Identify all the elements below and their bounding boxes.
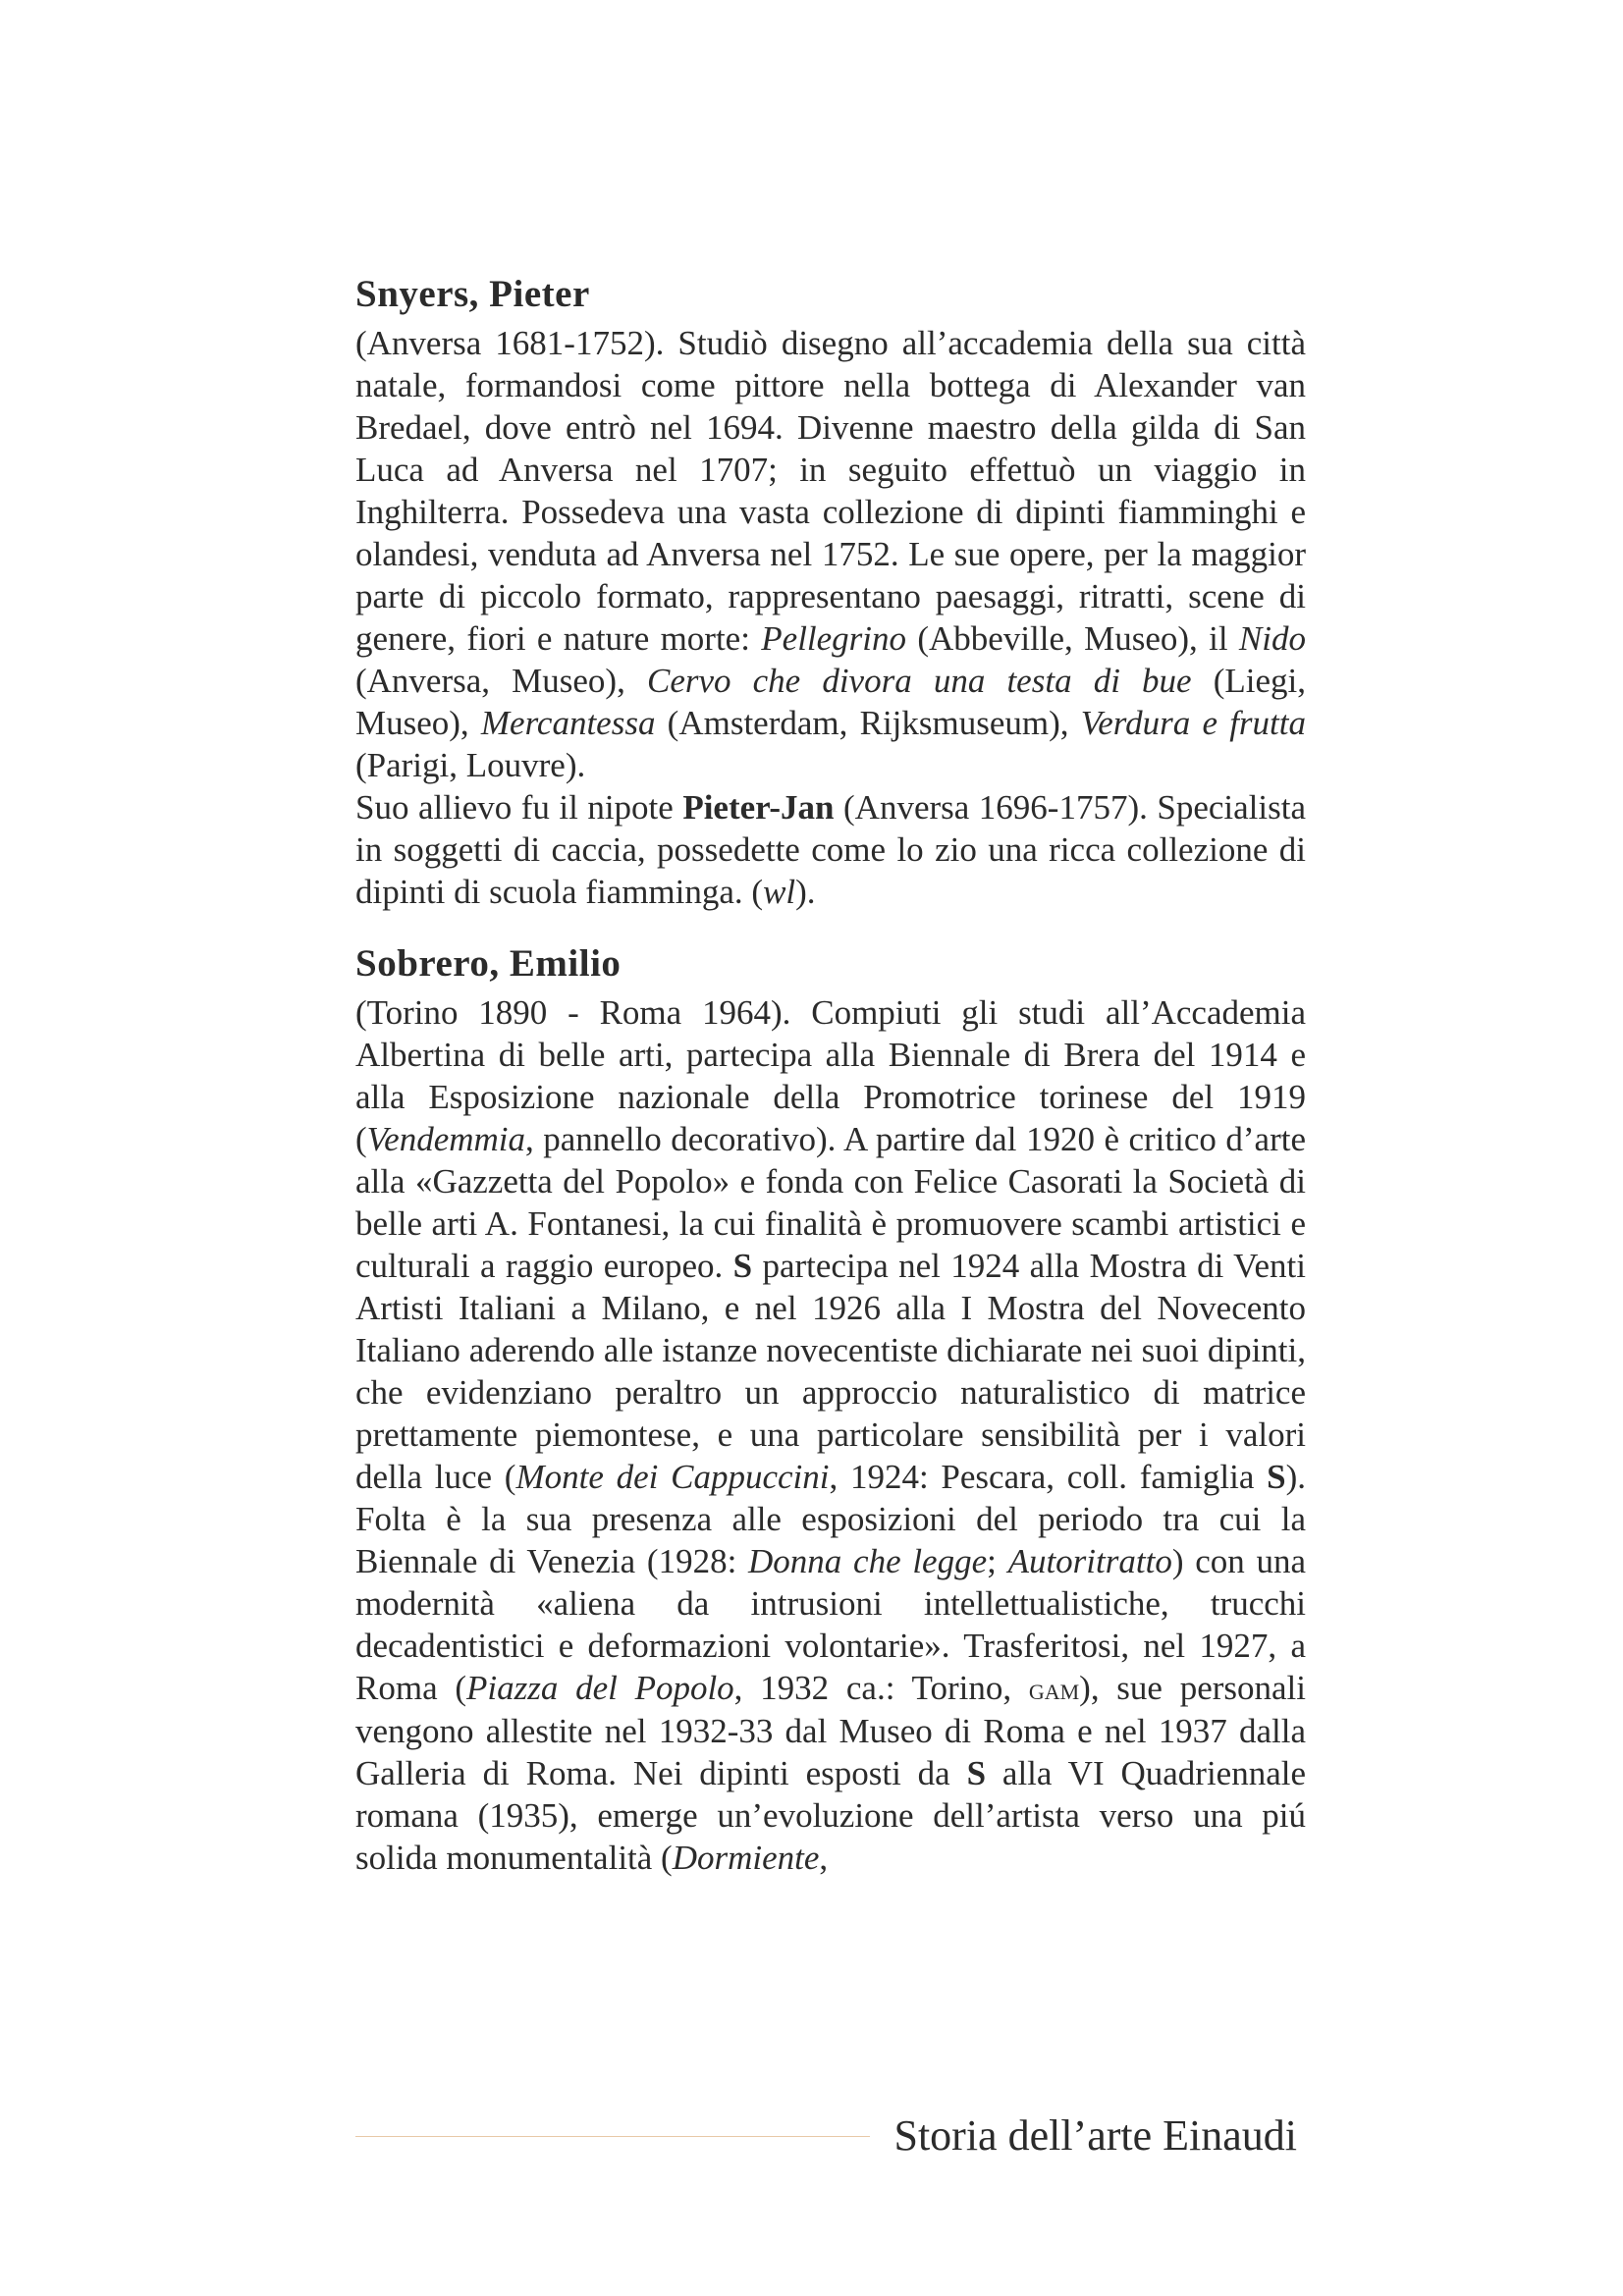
italic-title: Cervo che divora una testa di bue bbox=[646, 662, 1192, 700]
italic-title: Dormiente bbox=[672, 1839, 820, 1877]
footer-divider bbox=[355, 2136, 870, 2137]
footer-title: Storia dell’arte Einaudi bbox=[893, 2111, 1297, 2160]
entry-paragraph bbox=[355, 322, 1306, 786]
text-run: , pannello decorativo). A partire dal 1920 è critico d’arte alla «Gazzetta del Popolo» e fonda con Felice Casorati la Società di belle arti A. Fontanesi, la cui finalità è promuovere scambi artistici e culturali a raggio europeo. bbox=[355, 1120, 1306, 1285]
italic-title: Mercantessa bbox=[480, 704, 656, 742]
italic-title: Monte dei Cappuccini bbox=[515, 1458, 830, 1496]
italic-title: Verdura e frutta bbox=[1080, 704, 1306, 742]
text-run: (Abbeville, Museo), il bbox=[906, 619, 1239, 658]
text-run: ), sue personali vengono allestite nel 1932-33 dal Museo di Roma e nel 1937 dalla Galleria di Roma. Nei dipinti esposti da bbox=[355, 1669, 1306, 1792]
entry-sobrero bbox=[355, 936, 1306, 1879]
text-run: (Torino 1890 - Roma 1964). Compiuti gli studi all’Accademia Albertina di belle arti, partecipa alla Biennale di Brera del 1914 e alla Esposizione nazionale della Promotrice torinese del 1919 ( bbox=[355, 993, 1306, 1158]
text-run: ). bbox=[795, 873, 816, 911]
small-caps-abbrev: gam bbox=[1028, 1672, 1080, 1706]
italic-title: wl bbox=[763, 873, 796, 911]
text-run: (Anversa, Museo), bbox=[355, 662, 647, 700]
entry-snyers bbox=[355, 267, 1306, 913]
italic-title: Vendemmia bbox=[366, 1120, 526, 1158]
italic-title: Donna che legge bbox=[748, 1542, 988, 1580]
italic-title: Piazza del Popolo bbox=[466, 1669, 734, 1707]
text-run: (Anversa 1681-1752). Studiò disegno all’accademia della sua città natale, formandosi come pittore nella bottega di Alexander van Bredael, dove entrò nel 1694. Divenne maestro della gilda di San Luca ad Anversa nel 1707; in seguito effettuò un viaggio in Inghilterra. Possedeva una vasta collezione di dipinti fiamminghi e olandesi, venduta ad Anversa nel 1752. Le sue opere, per la maggior parte di piccolo formato, rappresentano paesaggi, ritratti, scene di genere, fiori e nature morte: bbox=[355, 324, 1306, 658]
text-run: Suo allievo fu il nipote bbox=[355, 788, 683, 827]
text-run: partecipa nel 1924 alla Mostra di Venti Artisti Italiani a Milano, e nel 1926 alla I Mostra del Novecento Italiano aderendo alle istanze novecentiste dichiarate nei suoi dipinti, che evidenziano peraltro un approccio naturalistico di matrice prettamente piemontese, e una particolare sensibilità per i valori della luce ( bbox=[355, 1247, 1306, 1496]
text-run: , 1924: Pescara, coll. famiglia bbox=[829, 1458, 1268, 1496]
text-run: ) con una modernità «aliena da intrusioni intellettualistiche, trucchi decadentistici e deformazioni volontarie». Trasferitosi, nel 1927, a Roma ( bbox=[355, 1542, 1306, 1707]
text-run: ). Folta è la sua presenza alle esposizioni del periodo tra cui la Biennale di Venezia (1928: bbox=[355, 1458, 1306, 1580]
bold-name: S bbox=[732, 1247, 753, 1285]
text-column bbox=[355, 267, 1306, 1898]
entry-paragraph bbox=[355, 786, 1306, 913]
italic-title: Pellegrino bbox=[761, 619, 907, 658]
text-run: ; bbox=[987, 1542, 1008, 1580]
text-run: (Liegi, Museo), bbox=[355, 662, 1306, 742]
bold-name: Pieter-Jan bbox=[682, 788, 835, 827]
text-run: (Amsterdam, Rijksmuseum), bbox=[655, 704, 1081, 742]
text-run: , 1932 ca.: Torino, bbox=[733, 1669, 1029, 1707]
entry-title: Snyers, Pieter bbox=[355, 273, 590, 315]
italic-title: Autoritratto bbox=[1007, 1542, 1172, 1580]
bold-name: S bbox=[966, 1754, 987, 1792]
bold-name: S bbox=[1267, 1458, 1286, 1496]
entry-body bbox=[355, 991, 1306, 1879]
entry-title: Sobrero, Emilio bbox=[355, 942, 622, 985]
text-run: (Anversa 1696-1757). Specialista in soggetti di caccia, possedette come lo zio una ricca collezione di dipinti di scuola fiamminga. ( bbox=[355, 788, 1306, 911]
text-run: (Parigi, Louvre). bbox=[355, 746, 586, 784]
entry-body bbox=[355, 322, 1306, 913]
text-run: , bbox=[819, 1839, 829, 1877]
text-run: alla VI Quadriennale romana (1935), emerge un’evoluzione dell’artista verso una piú solida monumentalità ( bbox=[355, 1754, 1306, 1877]
entry-paragraph bbox=[355, 991, 1306, 1879]
italic-title: Nido bbox=[1238, 619, 1306, 658]
